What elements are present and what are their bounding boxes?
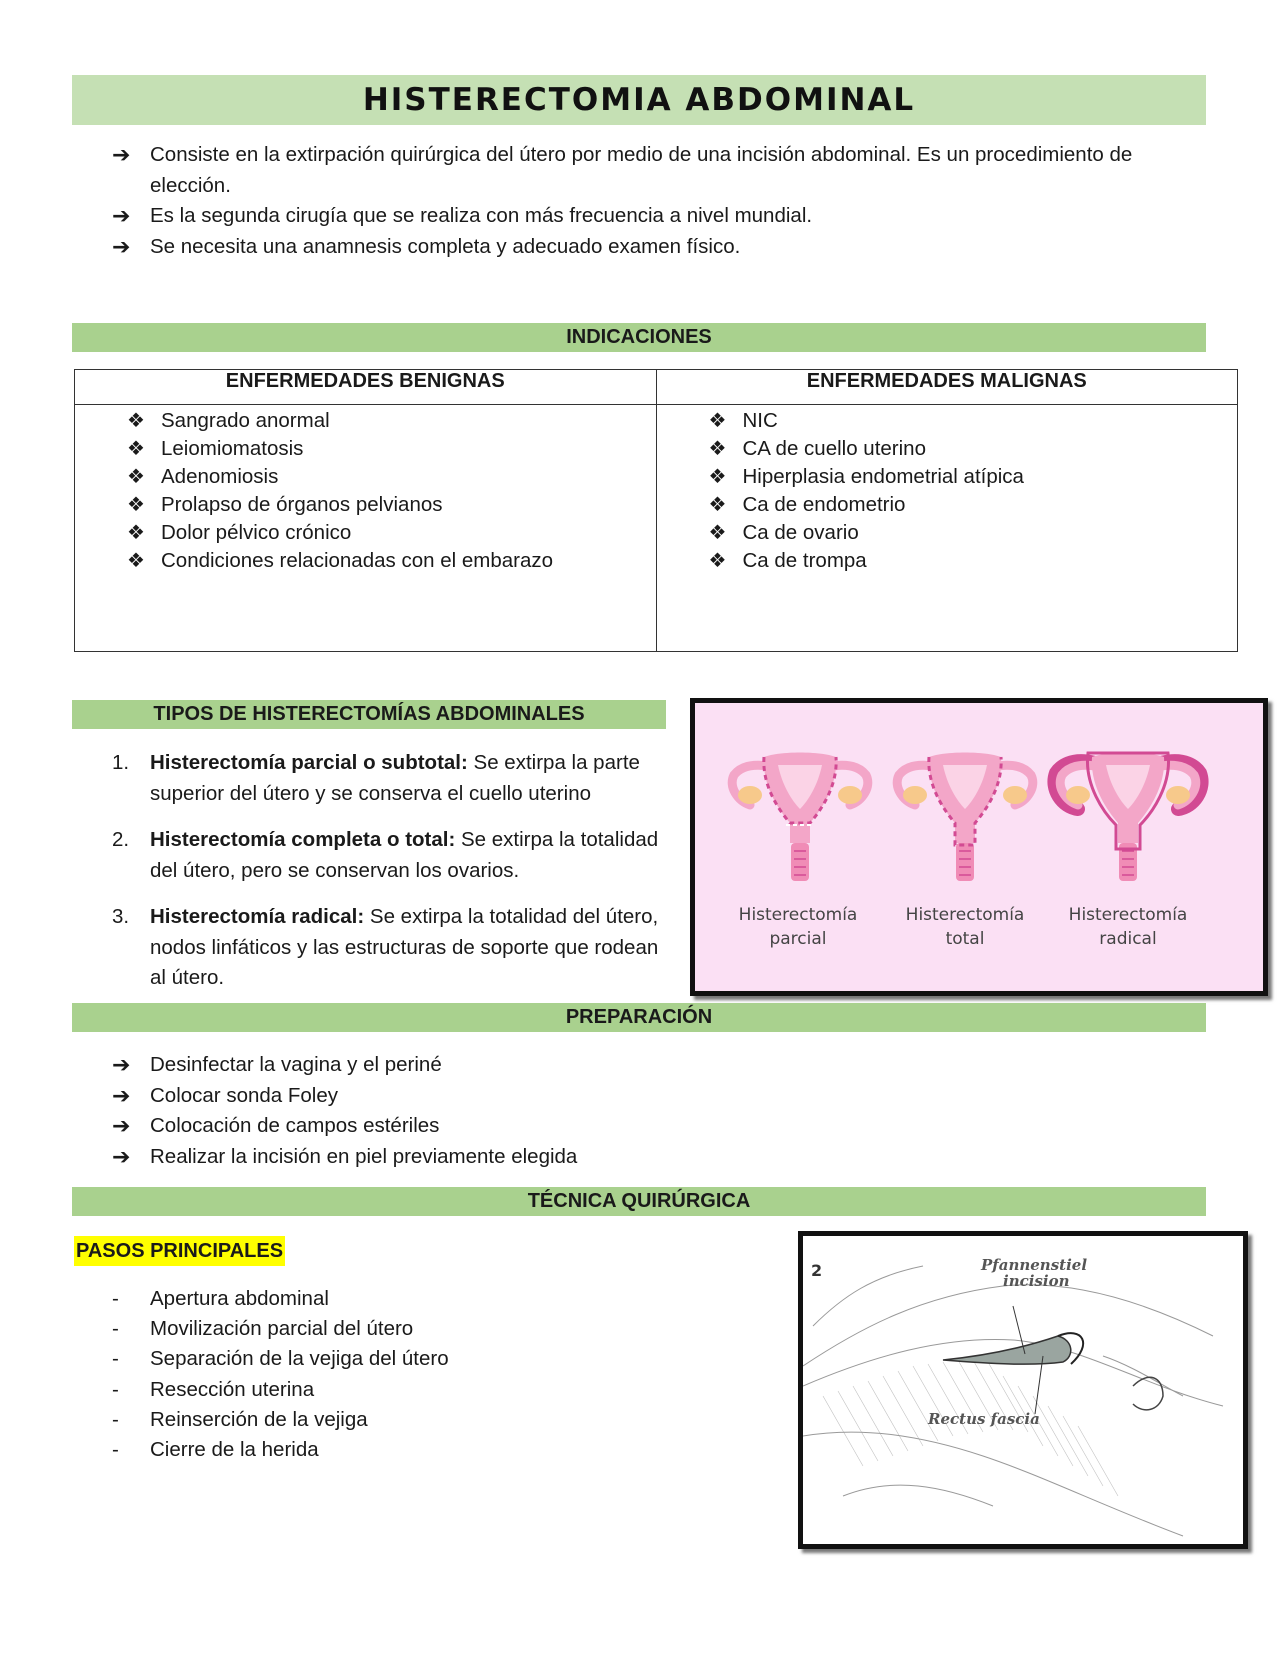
diamond-icon: ❖: [708, 494, 727, 516]
pasos-list: [112, 1284, 672, 1465]
indicaciones-table: [74, 369, 1238, 652]
figure-label-fascia: Rectus fascia: [928, 1410, 1040, 1428]
list-item: ➔ Desinfectar la vagina y el periné: [112, 1050, 812, 1081]
diamond-icon: ❖: [708, 466, 727, 488]
list-item: 2. Histerectomía completa o total: Se extirpa la totalidad del útero, pero se conservan los ovarios.: [112, 828, 659, 882]
section-preparacion: PREPARACIÓN: [72, 1003, 1206, 1032]
list-item: ❖ NIC: [709, 407, 1238, 435]
list-item: - Separación de la vejiga del útero: [112, 1347, 449, 1371]
uterus-radical: [1054, 753, 1201, 882]
arrow-icon: ➔: [112, 233, 131, 259]
diamond-icon: ❖: [127, 522, 145, 544]
list-item: ❖ Ca de endometrio: [709, 491, 1238, 519]
uterus-total: [897, 753, 1033, 882]
tipos-list: [112, 748, 672, 1010]
arrow-icon: ➔: [112, 1082, 131, 1108]
caption-radical: Histerectomía radical: [1068, 905, 1188, 949]
pasos-principales-heading: PASOS PRINCIPALES: [74, 1236, 285, 1266]
title-banner: [72, 75, 1206, 125]
list-item: ❖ Adenomiosis: [127, 463, 656, 491]
diamond-icon: ❖: [127, 438, 145, 460]
list-item: ➔ Realizar la incisión en piel previamente elegida: [112, 1142, 812, 1173]
uterus-partial: [732, 753, 868, 882]
list-item: 3. Histerectomía radical: Se extirpa la totalidad del útero, nodos linfáticos y las estructuras de soporte que rodean al útero.: [112, 905, 659, 989]
arrow-icon: ➔: [112, 1052, 131, 1077]
malignas-header: ENFERMEDADES MALIGNAS: [656, 370, 1238, 405]
benignas-header: ENFERMEDADES BENIGNAS: [75, 370, 657, 405]
arrow-icon: ➔: [112, 142, 131, 167]
benignas-cell: [75, 405, 657, 652]
list-item: - Cierre de la herida: [112, 1438, 319, 1462]
diamond-icon: ❖: [127, 494, 145, 516]
list-item: ❖ Sangrado anormal: [127, 407, 656, 435]
list-item: ➔ Consiste en la extirpación quirúrgica del útero por medio de una incisión abdominal. Es un procedimiento de elección.: [112, 142, 1133, 197]
section-indicaciones: INDICACIONES: [72, 323, 1206, 352]
list-item: ❖ CA de cuello uterino: [709, 435, 1238, 463]
diamond-icon: ❖: [708, 438, 727, 460]
list-item: ➔ Colocación de campos estériles: [112, 1111, 812, 1142]
benignas-list: [75, 407, 656, 575]
caption-parcial: Histerectomía parcial: [738, 905, 858, 949]
preparacion-list: [112, 1050, 812, 1172]
list-item: 1. Histerectomía parcial o subtotal: Se extirpa la parte superior del útero y se conserva el cuello uterino: [112, 751, 640, 805]
section-tecnica: TÉCNICA QUIRÚRGICA: [72, 1187, 1206, 1216]
list-item: ❖ Hiperplasia endometrial atípica: [709, 463, 1238, 491]
document-title: HISTERECTOMIA ABDOMINAL: [362, 82, 916, 118]
pfannenstiel-sketch: [803, 1236, 1243, 1544]
section-tipos: TIPOS DE HISTERECTOMÍAS ABDOMINALES: [72, 700, 666, 729]
list-item: - Movilización parcial del útero: [112, 1317, 414, 1341]
list-item: ❖ Prolapso de órganos pelvianos: [127, 491, 656, 519]
arrow-icon: ➔: [112, 203, 131, 228]
intro-list: [112, 140, 1152, 262]
figure-label-incision: Pfannenstiel: [981, 1256, 1088, 1274]
diamond-icon: ❖: [127, 466, 145, 488]
diamond-icon: ❖: [708, 550, 727, 572]
diamond-icon: ❖: [708, 522, 727, 544]
figure-label-incision-2: incision: [1003, 1272, 1070, 1290]
diamond-icon: ❖: [127, 410, 145, 432]
list-item: ❖ Dolor pélvico crónico: [127, 519, 656, 547]
list-item: ❖ Ca de ovario: [709, 519, 1238, 547]
caption-total: Histerectomía total: [905, 905, 1025, 949]
arrow-icon: ➔: [112, 1113, 131, 1138]
list-item: ➔ Se necesita una anamnesis completa y adecuado examen físico.: [112, 232, 1152, 263]
list-item: - Apertura abdominal: [112, 1287, 329, 1310]
list-item: - Reinserción de la vejiga: [112, 1407, 368, 1431]
diamond-icon: ❖: [708, 410, 727, 432]
list-item: ❖ Leiomiomatosis: [127, 435, 656, 463]
list-item: ➔ Colocar sonda Foley: [112, 1081, 812, 1112]
malignas-list: [657, 407, 1238, 575]
diamond-icon: ❖: [127, 550, 145, 572]
list-item: ➔ Es la segunda cirugía que se realiza con más frecuencia a nivel mundial.: [112, 201, 1152, 232]
arrow-icon: ➔: [112, 1143, 131, 1169]
pfannenstiel-figure: [798, 1231, 1248, 1549]
list-item: - Resección uterina: [112, 1377, 315, 1401]
malignas-cell: [656, 405, 1238, 652]
list-item: ❖ Condiciones relacionadas con el embarazo: [127, 547, 656, 575]
hysterectomy-types-figure: [690, 698, 1268, 996]
figure-number: 2: [811, 1261, 823, 1280]
list-item: ❖ Ca de trompa: [709, 547, 1238, 575]
